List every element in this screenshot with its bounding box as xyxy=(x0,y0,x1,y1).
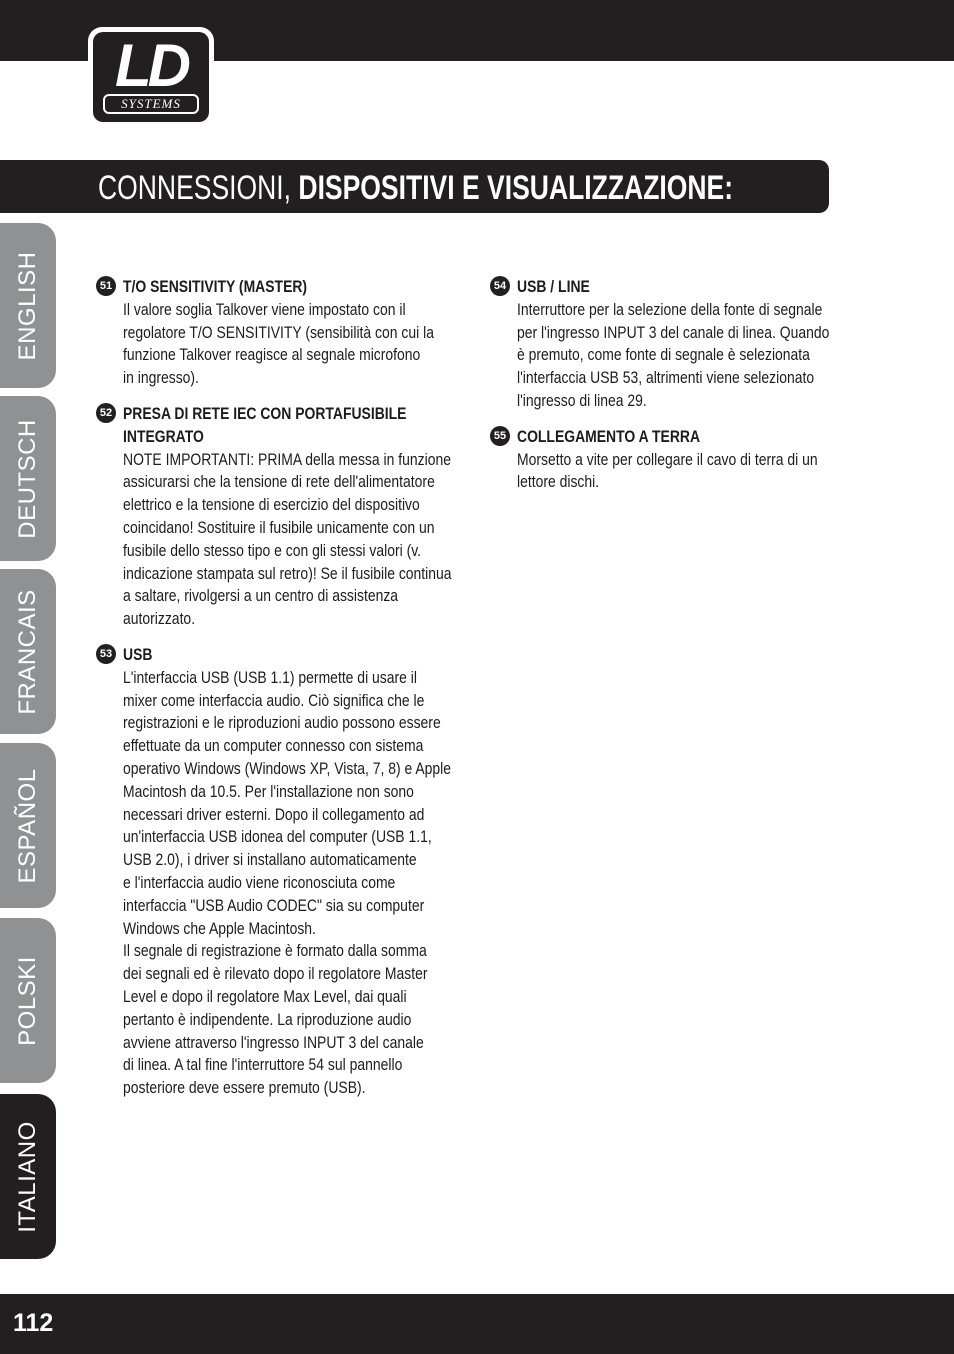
logo-main-text: LD xyxy=(115,32,187,99)
item-title: PRESA DI RETE IEC CON PORTAFUSIBILE INTEGRATO xyxy=(123,403,407,446)
item-52 xyxy=(96,403,476,631)
lang-tab-espanol[interactable] xyxy=(0,743,56,908)
item-title: USB / LINE xyxy=(517,277,590,296)
lang-tab-italiano[interactable] xyxy=(0,1094,56,1259)
item-title: USB xyxy=(123,644,153,664)
number-badge: 52 xyxy=(96,403,116,423)
right-column xyxy=(490,276,870,507)
item-body: Morsetto a vite per collegare il cavo di terra di un lettore dischi. xyxy=(517,449,818,492)
number-badge: 53 xyxy=(96,644,116,664)
lang-tab-label: DEUTSCH xyxy=(14,418,41,539)
lang-tab-label: ENGLISH xyxy=(14,251,41,360)
number-badge: 54 xyxy=(490,276,510,296)
section-title-bar xyxy=(0,160,829,213)
item-title: T/O SENSITIVITY (MASTER) xyxy=(123,277,308,296)
left-column xyxy=(96,276,476,1113)
item-55 xyxy=(490,426,870,494)
item-title: COLLEGAMENTO A TERRA xyxy=(517,426,701,446)
lang-tab-label: FRANCAIS xyxy=(14,588,41,715)
lang-tab-english[interactable] xyxy=(0,223,56,388)
item-body: NOTE IMPORTANTI: PRIMA della messa in funzione assicurarsi che la tensione di rete dell'alimentatore elettrico e la tensione di esercizio del dispositivo coincidano! Sostituire il fusibile unicamente con un fusibile dello stesso tipo e con gli stessi valori (v. indicazione stampata sul retro)! Se il fusibile continua a saltare, rivolgersi a un centro di assistenza autorizzato. xyxy=(123,449,452,629)
item-body: L'interfaccia USB (USB 1.1) permette di usare il mixer come interfaccia audio. Ciò significa che le registrazioni e le riproduzioni audio possono essere effettuate da un computer connesso con sistema operativo Windows (Windows XP, Vista, 7, 8) e Apple Macintosh da 10.5. Per l'installazione non sono necessari driver esterni. Dopo il collegamento ad un'interfaccia USB idonea del computer (USB 1.1, USB 2.0), i driver si installano automaticamente e l'interfaccia audio viene riconosciuta come interfaccia "USB Audio CODEC" sia su computer Windows che Apple Macintosh. Il segnale di registrazione è formato dalla somma dei segnali ed è rilevato dopo il regolatore Master Level e dopo il regolatore Max Level, dai quali pertanto è indipendente. La riproduzione audio avviene attraverso l'ingresso INPUT 3 del canale di linea. A tal fine l'interruttore 54 sul pannello posteriore deve essere premuto (USB). xyxy=(123,667,452,1098)
title-bold-part: DISPOSITIVI E VISUALIZZAZIONE: xyxy=(298,169,734,207)
lang-tab-deutsch[interactable] xyxy=(0,396,56,561)
footer-bar xyxy=(0,1294,954,1354)
item-body: Interruttore per la selezione della fonte di segnale per l'ingresso INPUT 3 del canale di linea. Quando è premuto, come fonte di segnale è selezionata l'interfaccia USB 53, altrimenti viene selezionato l'ingresso di linea 29. xyxy=(517,299,830,410)
item-body: Il valore soglia Talkover viene impostato con il regolatore T/O SENSITIVITY (sensibilità con cui la funzione Talkover reagisce al segnale microfono in ingresso). xyxy=(123,299,434,388)
lang-tab-francais[interactable] xyxy=(0,569,56,734)
number-badge: 55 xyxy=(490,426,510,446)
lang-tab-label: ESPAÑOL xyxy=(14,767,41,884)
item-53 xyxy=(96,644,476,1100)
title-light-part: CONNESSIONI, xyxy=(98,169,299,207)
lang-tab-label: POLSKI xyxy=(14,955,41,1046)
number-badge: 51 xyxy=(96,276,116,296)
item-51 xyxy=(96,276,476,390)
logo-sub-text: SYSTEMS xyxy=(103,94,199,114)
ld-systems-logo xyxy=(88,27,214,127)
item-54 xyxy=(490,276,870,413)
lang-tab-polski[interactable] xyxy=(0,918,56,1083)
page-number: 112 xyxy=(13,1309,54,1337)
lang-tab-label: ITALIANO xyxy=(14,1120,41,1233)
page-title xyxy=(98,170,733,206)
